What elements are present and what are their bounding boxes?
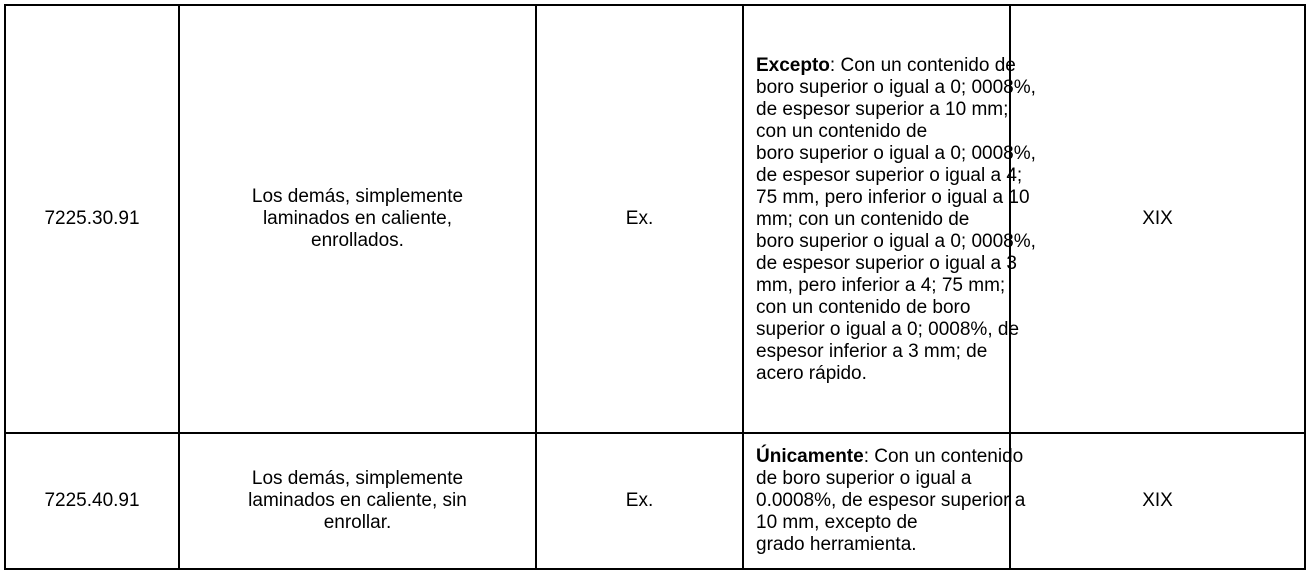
ex-mark: Ex. [625,490,654,511]
description-cell [179,5,536,433]
note-line: con un contenido de [756,121,928,142]
note-line: 75 mm, pero inferior o igual a 10 [756,187,1030,208]
note-cell [743,5,1036,433]
note-line: 10 mm, excepto de [756,512,918,533]
annex-cell [1010,433,1305,569]
note-first-line [756,446,1024,468]
tariff-code-cell [5,433,179,569]
note-keyword: Excepto [756,55,830,76]
note-line: boro superior o igual a 0; 0008%, [756,77,1036,98]
note-line: boro superior o igual a 0; 0008%, [756,231,1036,252]
note-line: 0.0008%, de espesor superior a [756,490,1026,511]
ex-mark-cell [536,5,743,433]
annex-label: XIX [1142,208,1173,229]
note-line: acero rápido. [756,363,867,384]
description-line: Los demás, simplemente [251,186,464,207]
note-line: de boro superior o igual a [756,468,972,489]
note-line: de espesor superior a 10 mm; [756,99,1009,120]
annex-cell [1010,5,1305,433]
note-line: grado herramienta. [756,534,917,555]
table-row [5,433,1305,569]
note-line: superior o igual a 0; 0008%, de [756,319,1020,340]
table-row [5,5,1305,433]
description-line: laminados en caliente, sin [248,490,467,511]
note-line: con un contenido de boro [756,297,971,318]
note-first-line [756,55,1016,77]
ex-mark-cell [536,433,743,569]
note-line: espesor inferior a 3 mm; de [756,341,988,362]
note-first-line-text: : Con un contenido [863,446,1024,467]
tariff-code: 7225.30.91 [44,208,140,229]
note-cell [743,433,1026,569]
tariff-code-cell [5,5,179,433]
note-line: boro superior o igual a 0; 0008%, [756,143,1036,164]
note-line: de espesor superior o igual a 4; [756,165,1023,186]
description-line: enrollar. [323,512,392,533]
note-line: mm; con un contenido de [756,209,970,230]
note-keyword: Únicamente [756,446,864,467]
annex-label: XIX [1142,490,1173,511]
description-line: enrollados. [311,230,404,251]
description-cell [179,433,536,569]
note-first-line-text: : Con un contenido de [829,55,1016,76]
note-line: de espesor superior o igual a 3 [756,253,1017,274]
description-line: laminados en caliente, [262,208,453,229]
note-line: mm, pero inferior a 4; 75 mm; [756,275,1006,296]
tariff-table [4,4,1306,570]
tariff-code: 7225.40.91 [44,490,140,511]
ex-mark: Ex. [625,208,654,229]
description-line: Los demás, simplemente [251,468,464,489]
